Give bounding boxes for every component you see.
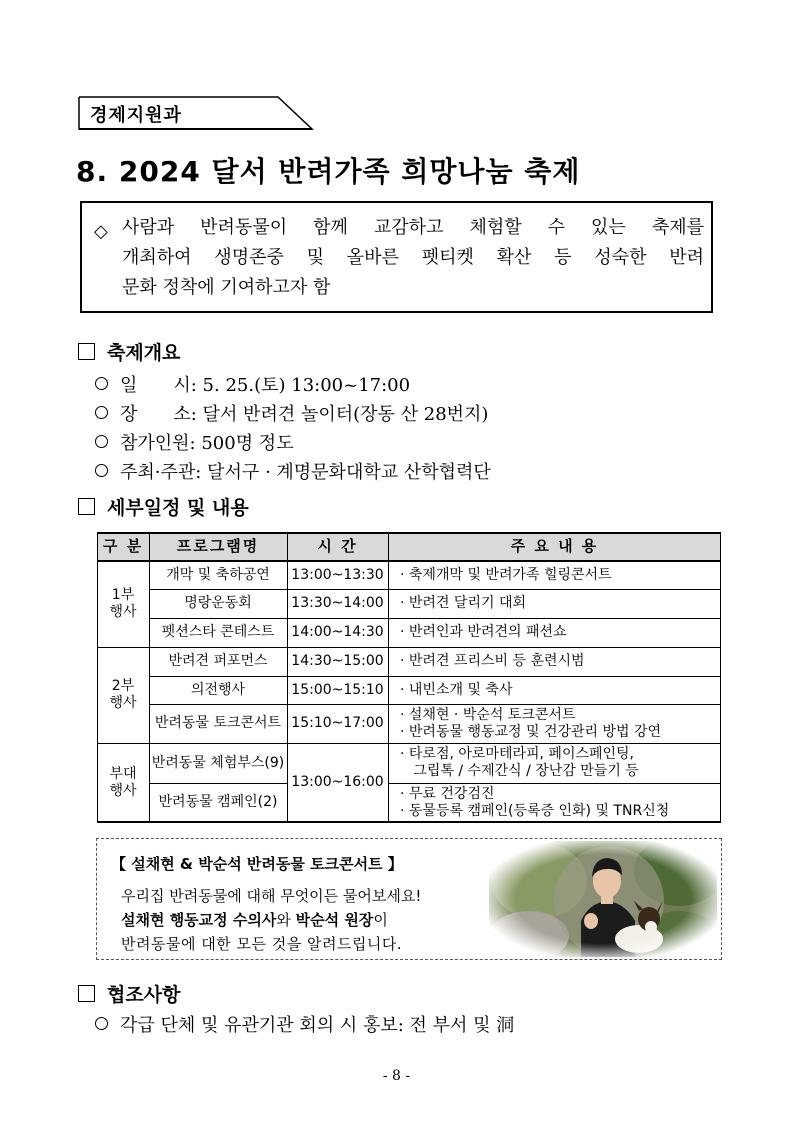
group-extra: 부대 행사 <box>109 765 137 799</box>
talk-concert-box <box>96 838 722 960</box>
content-cell: · 축제개막 및 반려가족 힐링콘서트 <box>400 566 612 583</box>
table-border <box>149 783 287 784</box>
program-cell: 반려동물 체험부스(9) <box>151 754 285 771</box>
overview-item: 일 시: 5. 25.(토) 13:00~17:00 <box>95 371 410 397</box>
talk-concert-line-2: 설채현 행동교정 수의사와 박순석 원장이 <box>121 911 388 929</box>
purpose-text <box>122 213 704 303</box>
content-cell: · 내빈소개 및 축사 <box>400 681 513 698</box>
circle-bullet-icon <box>95 464 108 477</box>
cooperation-heading: 협조사항 <box>78 980 180 1007</box>
content-cell: · 무료 건강검진 · 동물등록 캠페인(등록증 인화) 및 TNR신청 <box>400 785 670 819</box>
program-cell: 개막 및 축하공연 <box>166 566 270 583</box>
schedule-table <box>97 532 721 822</box>
checkbox-square-icon <box>78 343 95 360</box>
page-title: 8. 2024 달서 반려가족 희망나눔 축제 <box>76 155 581 188</box>
program-cell: 반려동물 토크콘서트 <box>154 715 282 731</box>
purpose-box <box>80 201 713 313</box>
overview-heading: 축제개요 <box>78 338 180 365</box>
table-border <box>97 743 721 744</box>
diamond-bullet-icon: ◇ <box>94 221 108 242</box>
program-cell: 명랑운동회 <box>184 595 252 611</box>
content-cell: · 설채현 · 박순석 토크콘서트 · 반려동물 행동교정 및 건강관리 방법 강연 <box>400 706 662 740</box>
circle-bullet-icon <box>95 377 108 390</box>
table-border <box>720 532 721 822</box>
circle-bullet-icon <box>95 435 108 448</box>
content-cell: · 반려인과 반려견의 패션쇼 <box>400 624 567 640</box>
group-part1: 1부 행사 <box>109 587 137 620</box>
purpose-line-2: 개최하여 생명존중 및 올바른 펫티켓 확산 등 성숙한 반려 <box>122 247 704 268</box>
cooperation-item: 각급 단체 및 유관기관 회의 시 홍보: 전 부서 및 洞 <box>95 1011 514 1037</box>
table-border <box>388 783 721 784</box>
table-border <box>388 532 389 822</box>
header-content: 주 요 내 용 <box>388 532 721 560</box>
department-name: 경제지원과 <box>90 105 182 126</box>
program-cell: 의전행사 <box>190 681 246 698</box>
circle-bullet-icon <box>95 1017 108 1030</box>
program-cell: 펫션스타 콘테스트 <box>161 624 275 640</box>
table-border <box>149 532 150 822</box>
group-part2: 2부 행사 <box>109 678 137 711</box>
table-border <box>97 560 721 562</box>
talk-concert-title: 【 설채현 & 박순석 반려동물 토크콘서트 】 <box>111 855 403 873</box>
purpose-line-1: 사람과 반려동물이 함께 교감하고 체험할 수 있는 축제를 <box>122 217 704 238</box>
header-division: 구 분 <box>97 532 149 560</box>
content-cell: · 반려견 프리스비 등 훈련시범 <box>400 653 585 669</box>
table-border <box>149 704 721 705</box>
time-cell: 15:00~15:10 <box>291 681 384 698</box>
table-border <box>97 821 721 823</box>
table-border <box>97 532 721 534</box>
time-cell: 13:00~13:30 <box>291 566 384 583</box>
header-time: 시 간 <box>287 532 388 560</box>
header-program: 프로그램명 <box>149 532 287 560</box>
time-cell: 13:30~14:00 <box>291 595 384 611</box>
checkbox-square-icon <box>78 498 95 515</box>
table-border <box>149 676 721 677</box>
circle-bullet-icon <box>95 406 108 419</box>
overview-item: 장 소: 달서 반려견 놀이터(장동 산 28번지) <box>95 400 488 426</box>
table-border <box>97 647 721 648</box>
content-cell: · 반려견 달리기 대회 <box>400 595 526 611</box>
page-number: - 8 - <box>382 1068 411 1084</box>
time-cell: 13:00~16:00 <box>291 774 384 790</box>
table-border <box>149 618 721 619</box>
talk-concert-line-3: 반려동물에 대한 모든 것을 알려드립니다. <box>121 935 403 953</box>
table-border <box>149 589 721 590</box>
speaker-with-dog-photo <box>489 841 717 957</box>
time-cell: 14:00~14:30 <box>291 624 384 640</box>
overview-item: 주최·주관: 달서구 · 계명문화대학교 산학협력단 <box>95 458 491 484</box>
time-cell: 14:30~15:00 <box>291 653 384 669</box>
program-cell: 반려견 퍼포먼스 <box>168 653 268 669</box>
time-cell: 15:10~17:00 <box>291 715 384 731</box>
table-border <box>97 532 98 822</box>
schedule-heading: 세부일정 및 내용 <box>78 493 249 520</box>
checkbox-square-icon <box>78 985 95 1002</box>
talk-concert-line-1: 우리집 반려동물에 대해 무엇이든 물어보세요! <box>121 887 422 905</box>
department-tab <box>78 96 312 130</box>
content-cell: · 타로점, 아로마테라피, 페이스페인팅, 그립톡 / 수제간식 / 장난감 만들기 등 <box>400 746 639 779</box>
table-border <box>287 532 288 822</box>
purpose-line-3: 문화 정착에 기여하고자 함 <box>122 277 331 298</box>
overview-item: 참가인원: 500명 정도 <box>95 429 294 455</box>
program-cell: 반려동물 캠페인(2) <box>158 794 278 810</box>
